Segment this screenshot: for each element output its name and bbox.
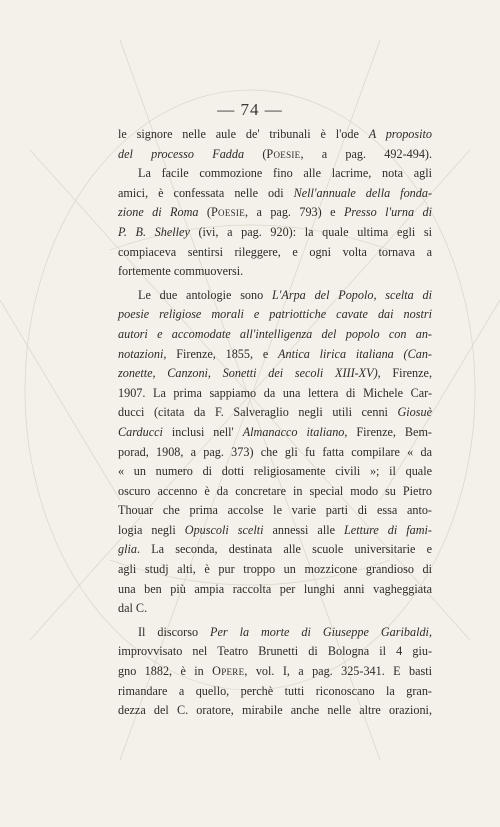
text-line (118, 305, 432, 325)
italic-text: poesie religiose morali e patriottiche cavate dai nostri (118, 307, 432, 322)
text-segment: Le due antologie sono (138, 287, 273, 302)
text-segment: oscuro accenno è da concretare in special modo su Pietro (118, 483, 432, 498)
text-segment: le signore nelle aule de' tribunali è l'ode (118, 127, 369, 141)
page-number: — 74 — (217, 100, 283, 119)
text-line (118, 423, 432, 443)
text-line (118, 384, 432, 404)
text-line (118, 223, 432, 243)
text-line (118, 403, 432, 423)
text-line (118, 682, 432, 702)
text-segment: improvvisato nel Teatro Brunetti di Bologna il 4 giu- (118, 644, 432, 659)
text-line (118, 642, 432, 662)
text-segment: porad, 1908, a pag. 373) che gli fu fatta compilare « da (118, 444, 432, 459)
text-segment: , a pag. 492-494). (300, 146, 433, 161)
body-text (118, 125, 432, 721)
italic-text: Letture di fami- (344, 522, 432, 537)
small-caps-text: Opere (212, 664, 245, 679)
text-segment: una ben più ampia raccolta per lunghi anni vagheggiata (118, 581, 432, 596)
text-segment: , a pag. 793) e (245, 205, 344, 220)
text-segment: , Firenze, (377, 366, 432, 381)
italic-text: zione di Roma (118, 205, 199, 220)
italic-text: del processo Fadda (118, 146, 245, 161)
text-segment: (ivi, a pag. 920): la quale ultima egli si (189, 224, 432, 239)
text-line (118, 145, 432, 165)
text-segment: Il discorso (138, 624, 210, 639)
italic-text: Presso l'urna di (343, 205, 432, 220)
text-line (118, 262, 432, 282)
italic-text: autori e accomodate all'intelligenza del popolo con an- (118, 326, 432, 341)
text-segment: . La seconda, destinata alle scuole universitarie e (136, 542, 432, 557)
text-segment: inclusi nell' (162, 424, 243, 439)
italic-text: A proposito (368, 127, 432, 141)
text-segment: , Firenze, 1855, e (163, 346, 279, 361)
text-segment: dal C. (118, 601, 148, 616)
text-segment: , (428, 624, 432, 639)
small-caps-text: Poesie (210, 205, 246, 220)
text-line (118, 623, 432, 643)
italic-text: Antica lirica italiana (Can- (278, 346, 432, 361)
italic-text: Almanacco italiano (242, 424, 345, 439)
italic-text: Opuscoli scelti (184, 522, 264, 537)
italic-text: Giosuè (397, 405, 432, 420)
text-line (118, 164, 432, 184)
text-line (118, 599, 432, 619)
text-line (118, 125, 432, 145)
text-segment: agli studj alti, è pur troppo un mozzicone grandioso di (118, 562, 432, 577)
text-line (118, 243, 432, 263)
text-line (118, 184, 432, 204)
italic-text: Per la morte di Giuseppe Garibaldi (210, 624, 429, 639)
italic-text: zonette, Canzoni, Sonetti dei secoli XIII-XV) (118, 366, 378, 381)
text-line (118, 364, 432, 384)
text-line (118, 501, 432, 521)
italic-text: Carducci (118, 424, 163, 439)
text-segment: dezza del C. oratore, mirabile anche nelle altre orazioni, (118, 703, 432, 718)
text-line (118, 482, 432, 502)
italic-text: notazioni (118, 346, 164, 361)
text-line (118, 580, 432, 600)
text-segment: Thouar che prima accolse le varie parti di essa anto- (118, 503, 432, 518)
text-segment: 1907. La prima sappiamo da una lettera di Michele Car- (118, 385, 432, 400)
text-segment: La facile commozione fino alle lacrime, nota agli (138, 166, 432, 181)
text-segment: , Firenze, Bem- (344, 424, 432, 439)
text-segment: ducci (citata da F. Salveraglio negli utili cenni (118, 405, 398, 420)
text-segment: « un numero di dotti religiosamente civili »; il quale (118, 464, 432, 479)
text-line (118, 325, 432, 345)
italic-text: L'Arpa del Popolo, scelta di (272, 287, 433, 302)
italic-text: Nell'annuale della fonda- (293, 185, 433, 200)
text-segment: compiaceva sentirsi rileggere, e ogni volta tornava a (118, 244, 432, 259)
text-segment: gno 1882, è in (118, 664, 213, 679)
italic-text: P. B. Shelley (118, 224, 190, 239)
text-segment: amici, è confessata nelle odi (118, 185, 294, 200)
text-segment: , vol. I, a pag. 325-341. E basti (244, 664, 432, 679)
text-line (118, 560, 432, 580)
text-segment: ( (244, 146, 267, 161)
italic-text: glia (118, 542, 137, 557)
text-segment: fortemente commuoversi. (118, 264, 244, 279)
text-segment: logia negli (118, 522, 185, 537)
text-line (118, 203, 432, 223)
small-caps-text: Poesie (266, 146, 301, 161)
text-segment: ( (198, 205, 211, 220)
text-line (118, 701, 432, 721)
text-segment: rimandare a quello, perchè tutti riconoscano la gran- (118, 683, 432, 698)
text-line (118, 443, 432, 463)
text-line (118, 345, 432, 365)
text-line (118, 662, 432, 682)
text-line (118, 521, 432, 541)
text-line (118, 286, 432, 306)
text-line (118, 462, 432, 482)
text-segment: annessi alle (263, 522, 345, 537)
text-line (118, 540, 432, 560)
